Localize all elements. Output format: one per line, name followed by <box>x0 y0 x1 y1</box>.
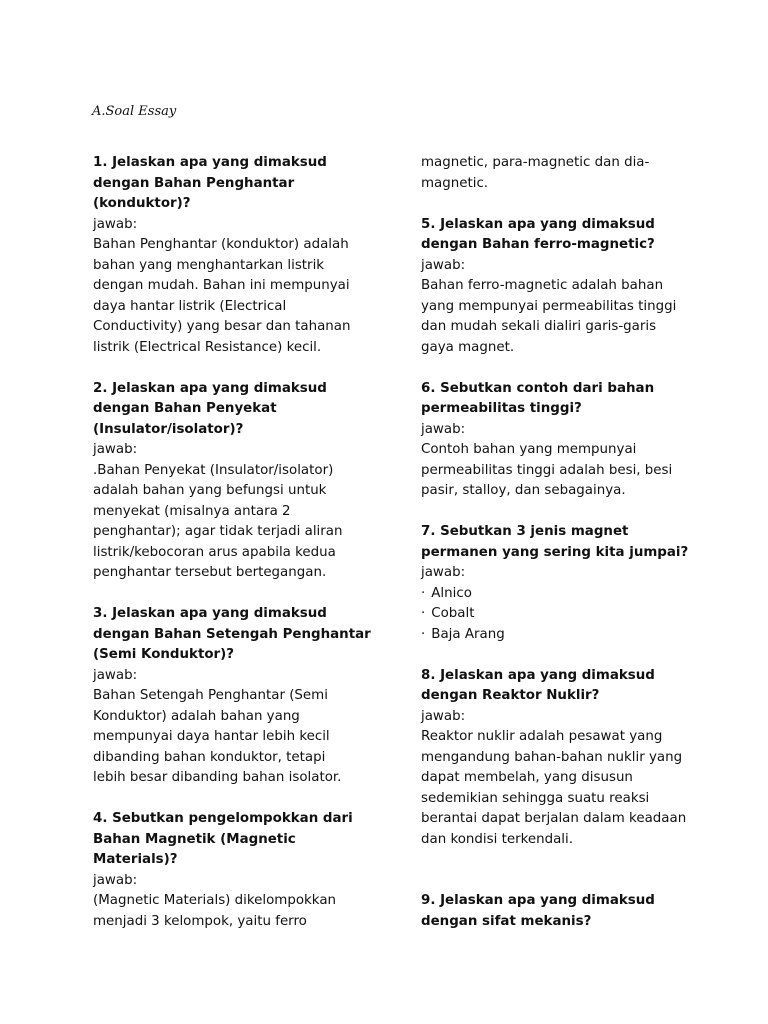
question-item-9 <box>421 891 721 932</box>
bullet-icon: · <box>421 606 426 621</box>
right-column <box>421 153 721 953</box>
question-item-5 <box>421 215 721 359</box>
answer-label: jawab: <box>93 442 138 457</box>
bullet-icon: · <box>421 626 426 642</box>
list-item-text: Cobalt <box>431 606 475 621</box>
answer-continuation: magnetic, para-magnetic dan dia- magnetic. <box>421 155 650 191</box>
answer-text: Contoh bahan yang mempunyai permeabilitas tinggi adalah besi, besi pasir, stalloy, dan sebagainya. <box>421 442 673 498</box>
answer-text: .Bahan Penyekat (Insulator/isolator) adalah bahan yang befungsi untuk menyekat (misalnya antara 2 penghantar); agar tidak terjadi aliran listrik/kebocoran arus apabila kedua penghantar tersebut bertegangan. <box>93 462 343 580</box>
question-item-7 <box>421 522 721 645</box>
answer-label: jawab: <box>421 421 466 437</box>
answer-text: Bahan Penghantar (konduktor) adalah bahan yang menghantarkan listrik dengan mudah. Bahan ini mempunyai daya hantar listrik (Electrical Conductivity) yang besar dan tahanan listrik (Electrical Resistance) kecil. <box>93 237 351 355</box>
answer-label: jawab: <box>421 708 466 724</box>
list-item <box>421 584 721 605</box>
answer-label: jawab: <box>93 667 138 683</box>
answer-text: Bahan Setengah Penghantar (Semi Konduktor) adalah bahan yang mempunyai daya hantar lebih kecil dibanding bahan konduktor, tetapi lebih besar dibanding bahan isolator. <box>93 688 342 785</box>
answer-text: Reaktor nuklir adalah pesawat yang mengandung bahan-bahan nuklir yang dapat membelah, yang disusun sedemikian sehingga suatu reaksi berantai dapat berjalan dalam keadaan dan kondisi terkendali. <box>421 729 687 847</box>
list-item-text: Baja Arang <box>431 626 505 642</box>
question-item-6 <box>421 379 721 502</box>
answer-label: jawab: <box>421 257 466 273</box>
question-text: 5. Jelaskan apa yang dimaksud dengan Bahan ferro-magnetic? <box>421 216 655 252</box>
question-item-1 <box>93 153 393 358</box>
bullet-icon: · <box>421 585 426 601</box>
section-heading: A.Soal Essay <box>92 104 177 119</box>
question-text: 1. Jelaskan apa yang dimaksud dengan Bahan Penghantar (konduktor)? <box>93 155 327 211</box>
question-text: 7. Sebutkan 3 jenis magnet permanen yang sering kita jumpai? <box>421 524 689 560</box>
answer-label: jawab: <box>93 872 138 888</box>
question-item-3 <box>93 604 393 789</box>
question-item-4 <box>93 809 393 932</box>
question-text: 6. Sebutkan contoh dari bahan permeabilitas tinggi? <box>421 380 655 416</box>
list-item <box>421 625 721 646</box>
list-item <box>421 604 721 625</box>
question-text: 8. Jelaskan apa yang dimaksud dengan Reaktor Nuklir? <box>421 667 655 703</box>
list-item-text: Alnico <box>431 585 472 601</box>
answer-label: jawab: <box>421 565 466 580</box>
magnet-list <box>421 584 721 646</box>
answer-text: Bahan ferro-magnetic adalah bahan yang mempunyai permeabilitas tinggi dan mudah sekali dialiri garis-garis gaya magnet. <box>421 278 677 355</box>
question-item-8 <box>421 666 721 851</box>
question-text: 2. Jelaskan apa yang dimaksud dengan Bahan Penyekat (Insulator/isolator)? <box>93 380 327 437</box>
question-text: 4. Sebutkan pengelompokkan dari Bahan Magnetik (Magnetic Materials)? <box>93 811 353 867</box>
question-item-2 <box>93 379 393 584</box>
answer-text: (Magnetic Materials) dikelompokkan menjadi 3 kelompok, yaitu ferro <box>93 893 337 929</box>
question-text: 3. Jelaskan apa yang dimaksud dengan Bahan Setengah Penghantar (Semi Konduktor)? <box>93 606 371 662</box>
question-text: 9. Jelaskan apa yang dimaksud dengan sifat mekanis? <box>421 893 655 929</box>
answer-label: jawab: <box>93 216 138 232</box>
left-column <box>93 153 393 953</box>
